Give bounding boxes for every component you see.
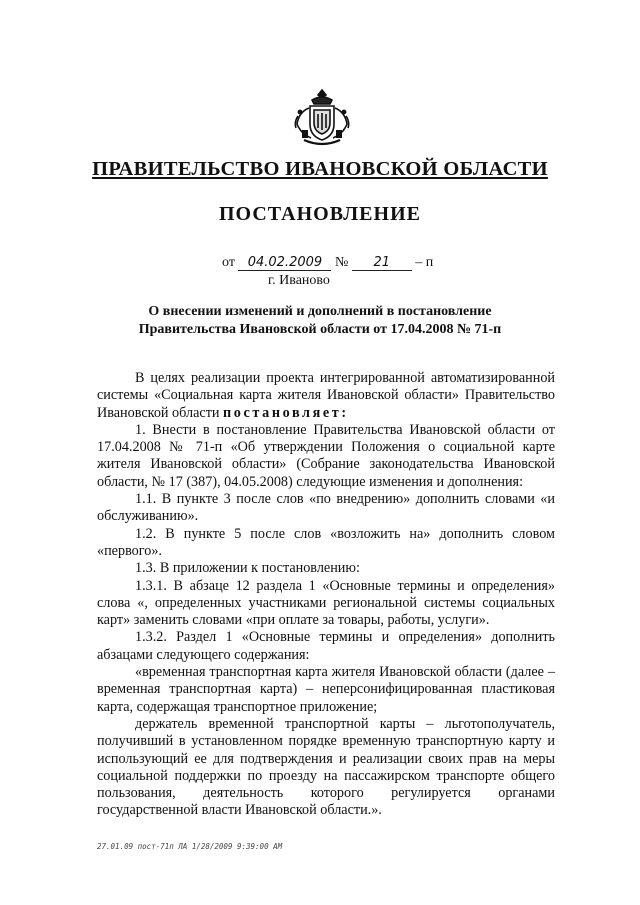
- document-type-heading: ПОСТАНОВЛЕНИЕ: [219, 203, 421, 225]
- decree-body: [97, 370, 555, 820]
- decree-subject: [0, 303, 640, 339]
- intro-paragraph: [97, 370, 555, 422]
- file-footer: 27.01.09 пост-71п ЛА 1/28/2009 9:39:00 AM: [97, 842, 283, 851]
- subject-line-1: О внесении изменений и дополнений в постановление: [148, 304, 492, 319]
- decree-date: 04.02.2009: [238, 256, 331, 271]
- decree-keyword: постановляет:: [223, 404, 349, 421]
- subject-line-2: Правительства Ивановской области от 17.04.2008 № 71-п: [138, 322, 502, 337]
- paragraph-1: 1. Внести в постановление Правительства Ивановской области от 17.04.2008 № 71-п «Об утверждении Положения о социальной карте жителя Ивановской области» (Собрание законодательства Ивановской области, № 17 (387), 04.05.2008) следующие изменения и дополнения:: [97, 421, 555, 490]
- quoted-definition-2: держатель временной транспортной карты – льготополучатель, получивший в установленном порядке временную транспортную карту и использующий ее для подтверждения и реализации своих прав на меры социальной поддержки по проезду на пассажирском транспорте общего пользования, деятельность которого регулируется органами государственной власти Ивановской области.».: [97, 715, 555, 819]
- paragraph-1-1: 1.1. В пункте 3 после слов «по внедрению» дополнить словами «и обслуживанию».: [97, 491, 555, 525]
- decree-number-line: [222, 255, 433, 271]
- paragraph-1-3: 1.3. В приложении к постановлению:: [135, 560, 360, 577]
- coat-of-arms-emblem: [290, 86, 354, 148]
- paragraph-1-2: 1.2. В пункте 5 после слов «возложить на» дополнить словом «первого».: [97, 525, 555, 559]
- date-prefix: от: [222, 255, 235, 270]
- paragraph-1-3-2: 1.3.2. Раздел 1 «Основные термины и определения» дополнить абзацами следующего содержания:: [97, 629, 555, 663]
- paragraph-1-3-1: 1.3.1. В абзаце 12 раздела 1 «Основные термины и определения» слова «, определенных участниками региональной системы социальных карт» заменить словами «при оплате за товары, работы, услуги».: [97, 577, 555, 629]
- quoted-definition-1: «временная транспортная карта жителя Ивановской области (далее – временная транспортная карта) – неперсонифицированная пластиковая карта, содержащая транспортное приложение;: [97, 664, 555, 715]
- government-title: ПРАВИТЕЛЬСТВО ИВАНОВСКОЙ ОБЛАСТИ: [92, 158, 548, 180]
- number-label: №: [334, 255, 349, 270]
- decree-number: 21: [352, 256, 412, 271]
- intro-text: В целях реализации проекта интегрированной автоматизированной системы «Социальная карта жителя Ивановской области» Правительство Ивановской области: [97, 370, 555, 421]
- city-name: г. Иваново: [268, 273, 330, 288]
- number-suffix: – п: [415, 255, 434, 270]
